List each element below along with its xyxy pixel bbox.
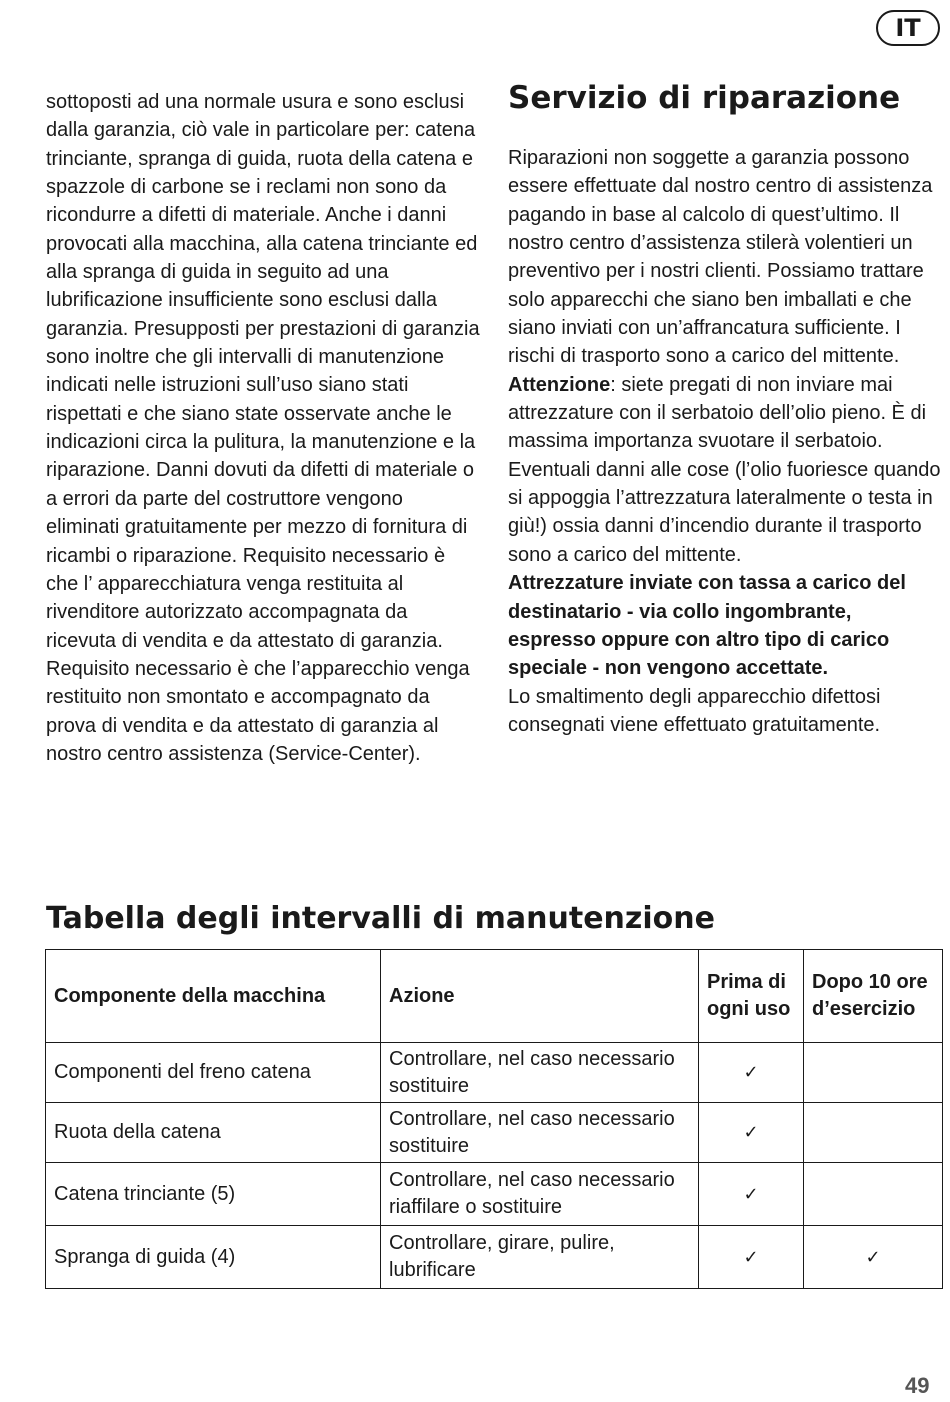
repair-service-title: Servizio di riparazione bbox=[508, 80, 901, 116]
table-header-row bbox=[46, 950, 943, 1043]
table-row bbox=[46, 1043, 943, 1103]
row-after-10h bbox=[804, 1043, 943, 1103]
maintenance-table bbox=[45, 949, 943, 1289]
disposal-paragraph: Lo smaltimento degli apparecchio difettosi consegnati viene effettuato gratuitamente. bbox=[508, 685, 881, 736]
page-number: 49 bbox=[905, 1373, 930, 1398]
row-component: Ruota della catena bbox=[46, 1103, 381, 1163]
row-action: Controllare, nel caso necessario riaffilare o sostituire bbox=[381, 1163, 699, 1226]
check-icon: ✓ bbox=[699, 1163, 804, 1226]
right-column bbox=[508, 144, 944, 739]
row-action: Controllare, nel caso necessario sostituire bbox=[381, 1043, 699, 1103]
header-before-use: Prima di ogni uso bbox=[699, 950, 804, 1043]
row-component: Componenti del freno catena bbox=[46, 1043, 381, 1103]
language-badge: IT bbox=[876, 10, 940, 46]
attention-label: Attenzione bbox=[508, 373, 611, 396]
table-row bbox=[46, 1226, 943, 1289]
header-action: Azione bbox=[381, 950, 699, 1043]
row-action: Controllare, nel caso necessario sostituire bbox=[381, 1103, 699, 1163]
attention-text: : siete pregati di non inviare mai attrezzature con il serbatoio dell’olio pieno. È di massima importanza svuotare il serbatoio. Eventuali danni alle cose (l’olio fuoriesce quando si appoggia l’attrezzatura lateralmente o testa in giù!) ossia danni d’incendio durante il trasporto sono a carico del mittente. bbox=[508, 373, 941, 566]
row-component: Spranga di guida (4) bbox=[46, 1226, 381, 1289]
shipping-notice: Attrezzature inviate con tassa a carico del destinatario - via collo ingombrante, espresso oppure con altro tipo di carico speciale - non vengono accettate. bbox=[508, 572, 906, 680]
table-row bbox=[46, 1103, 943, 1163]
maintenance-table-title: Tabella degli intervalli di manutenzione bbox=[46, 901, 715, 936]
row-action: Controllare, girare, pulire, lubrificare bbox=[381, 1226, 699, 1289]
warranty-paragraph: sottoposti ad una normale usura e sono esclusi dalla garanzia, ciò vale in particolare per: catena trinciante, spranga di guida, ruota della catena e spazzole di carbone se i reclami non sono da ricondurre a difetti di materiale. Anche i danni provocati alla macchina, alla catena trinciante ed alla spranga di guida in seguito ad una lubrificazione insufficiente sono esclusi dalla garanzia. Presupposti per prestazioni di garanzia sono inoltre che gli intervalli di manutenzione indicati nelle istruzioni sull’uso siano stati rispettati e che siano state osservate anche le indicazioni circa la pulitura, la manutenzione e la riparazione. Danni dovuti da difetti di materiale o a errori da parte del costruttore vengono eliminati gratuitamente per mezzo di fornitura di ricambi o riparazione. Requisito necessario è che l’ apparecchiatura venga restituita al rivenditore autorizzato accompagnata da ricevuta di vendita e da attestato di garanzia. Requisito necessario è che l’apparecchio venga restituito non smontato e accompagnato da prova di vendita e da attestato di garanzia al nostro centro assistenza (Service-Center). bbox=[46, 91, 480, 765]
header-after-10h: Dopo 10 ore d’esercizio bbox=[804, 950, 943, 1043]
repair-paragraph: Riparazioni non soggette a garanzia possono essere effettuate dal nostro centro di assistenza pagando in base al calcolo di quest’ultimo. Il nostro centro d’assistenza stilerà volentieri un preventivo per i nostri clienti. Possiamo trattare solo apparecchi che siano ben imballati e che siano inviati con un’affrancatura sufficiente. I rischi di trasporto sono a carico del mittente. bbox=[508, 147, 933, 368]
row-component: Catena trinciante (5) bbox=[46, 1163, 381, 1226]
row-after-10h bbox=[804, 1103, 943, 1163]
attention-paragraph bbox=[508, 371, 944, 569]
header-component: Componente della macchina bbox=[46, 950, 381, 1043]
table-row bbox=[46, 1163, 943, 1226]
check-icon: ✓ bbox=[804, 1226, 943, 1289]
row-after-10h bbox=[804, 1163, 943, 1226]
left-column bbox=[46, 88, 481, 768]
check-icon: ✓ bbox=[699, 1043, 804, 1103]
check-icon: ✓ bbox=[699, 1103, 804, 1163]
check-icon: ✓ bbox=[699, 1226, 804, 1289]
